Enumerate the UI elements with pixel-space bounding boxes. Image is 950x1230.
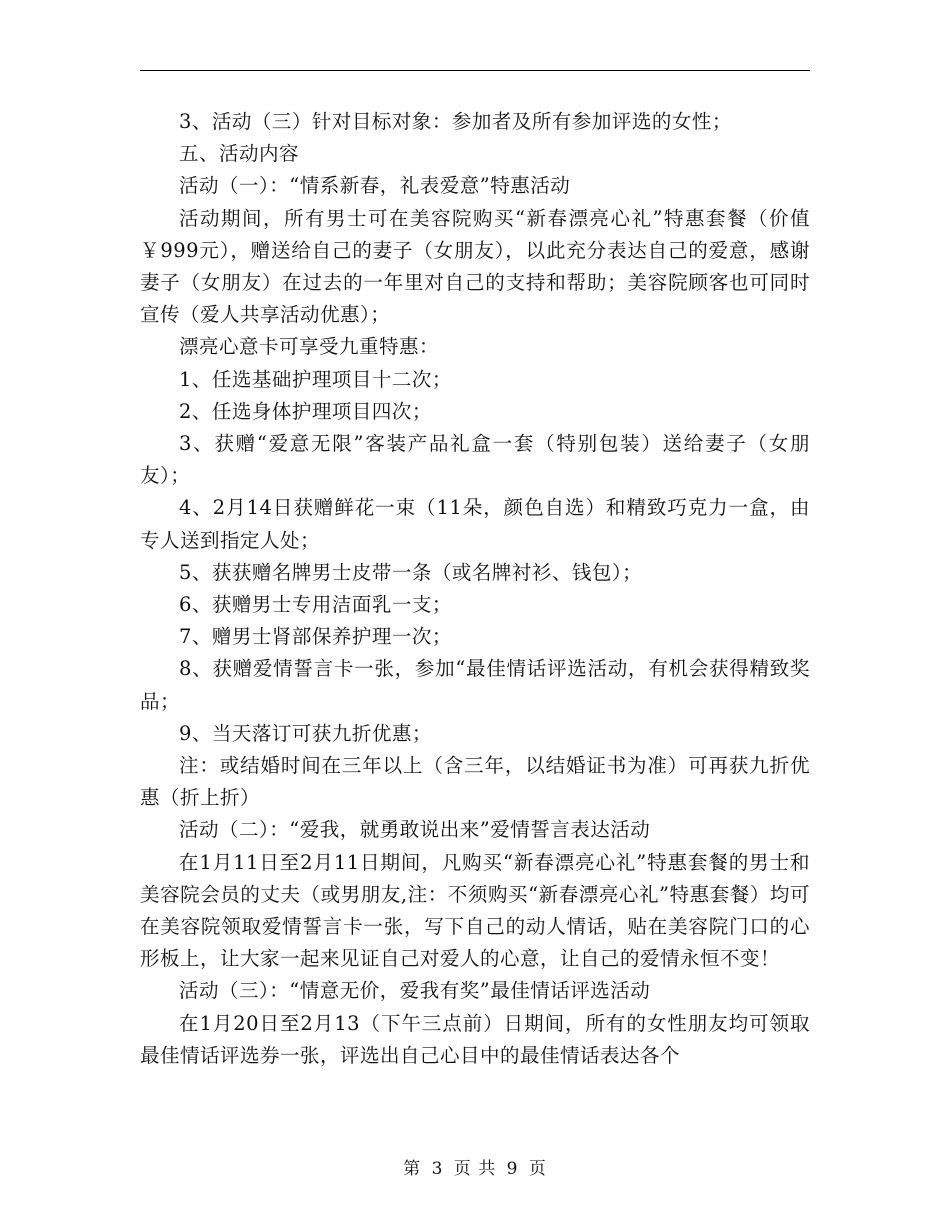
activity-heading: 活动（二）：“爱我，就勇敢说出来”爱情誓言表达活动: [179, 818, 651, 842]
paragraph: 在1月11日至2月11日期间，凡购买“新春漂亮心礼”特惠套餐的男士和美容院会员的丈夫（或男朋友,注：不须购买“新春漂亮心礼”特惠套餐）均可在美容院领取爱情誓言卡一张，写下自己的动人情话，贴在美容院门口的心形板上，让大家一起来见证自己对爱人的心意，让自己的爱情永恒不变！: [140, 850, 810, 971]
list-item: 4、2月14日获赠鲜花一束（11朵，颜色自选）和精致巧克力一盒，由专人送到指定人处；: [140, 496, 810, 552]
section-heading: 五、活动内容: [179, 142, 300, 166]
note-paragraph: 注：或结婚时间在三年以上（含三年，以结婚证书为准）可再获九折优惠（折上折）: [140, 754, 810, 810]
list-item: 5、获获赠名牌男士皮带一条（或名牌衬衫、钱包）；: [179, 560, 643, 584]
activity-heading: 活动（三）：“情意无价，爱我有奖”最佳情话评选活动: [179, 979, 651, 1003]
list-item: 9、当天落订可获九折优惠；: [179, 721, 432, 745]
footer-page-number: 3: [431, 1159, 444, 1179]
list-item: 2、任选身体护理项目四次；: [179, 399, 432, 423]
paragraph: 在1月20日至2月13（下午三点前）日期间，所有的女性朋友均可领取最佳情话评选券一张，评选出自己心目中的最佳情话表达各个: [140, 1011, 810, 1067]
list-item: 8、获赠爱情誓言卡一张，参加“最佳情话评选活动，有机会获得精致奖品；: [140, 657, 810, 713]
page-footer: [0, 1154, 950, 1179]
list-item: 6、获赠男士专用洁面乳一支；: [179, 593, 452, 617]
list-item: 1、任选基础护理项目十二次；: [179, 367, 452, 391]
activity-heading: 活动（一）：“情系新春，礼表爱意”特惠活动: [179, 174, 571, 198]
footer-total-pages: 9: [506, 1159, 519, 1179]
paragraph: 活动期间，所有男士可在美容院购买“新春漂亮心礼”特惠套餐（价值￥999元），赠送给自己的妻子（女朋友），以此充分表达自己的爱意，感谢妻子（女朋友）在过去的一年里对自己的支持和帮助；美容院顾客也可同时宣传（爱人共享活动优惠）；: [140, 206, 810, 327]
footer-middle: 页 共: [453, 1159, 497, 1179]
paragraph: 3、活动（三）针对目标对象：参加者及所有参加评选的女性；: [179, 110, 732, 133]
footer-suffix: 页: [528, 1159, 547, 1179]
header-rule: [140, 70, 810, 71]
list-item: 3、获赠“爱意无限”客装产品礼盒一套（特别包装）送给妻子（女朋友）；: [140, 432, 810, 488]
document-body: [140, 106, 810, 1072]
list-item: 7、赠男士肾部保养护理一次；: [179, 625, 452, 649]
paragraph: 漂亮心意卡可享受九重特惠：: [179, 335, 440, 359]
footer-prefix: 第: [403, 1159, 422, 1179]
